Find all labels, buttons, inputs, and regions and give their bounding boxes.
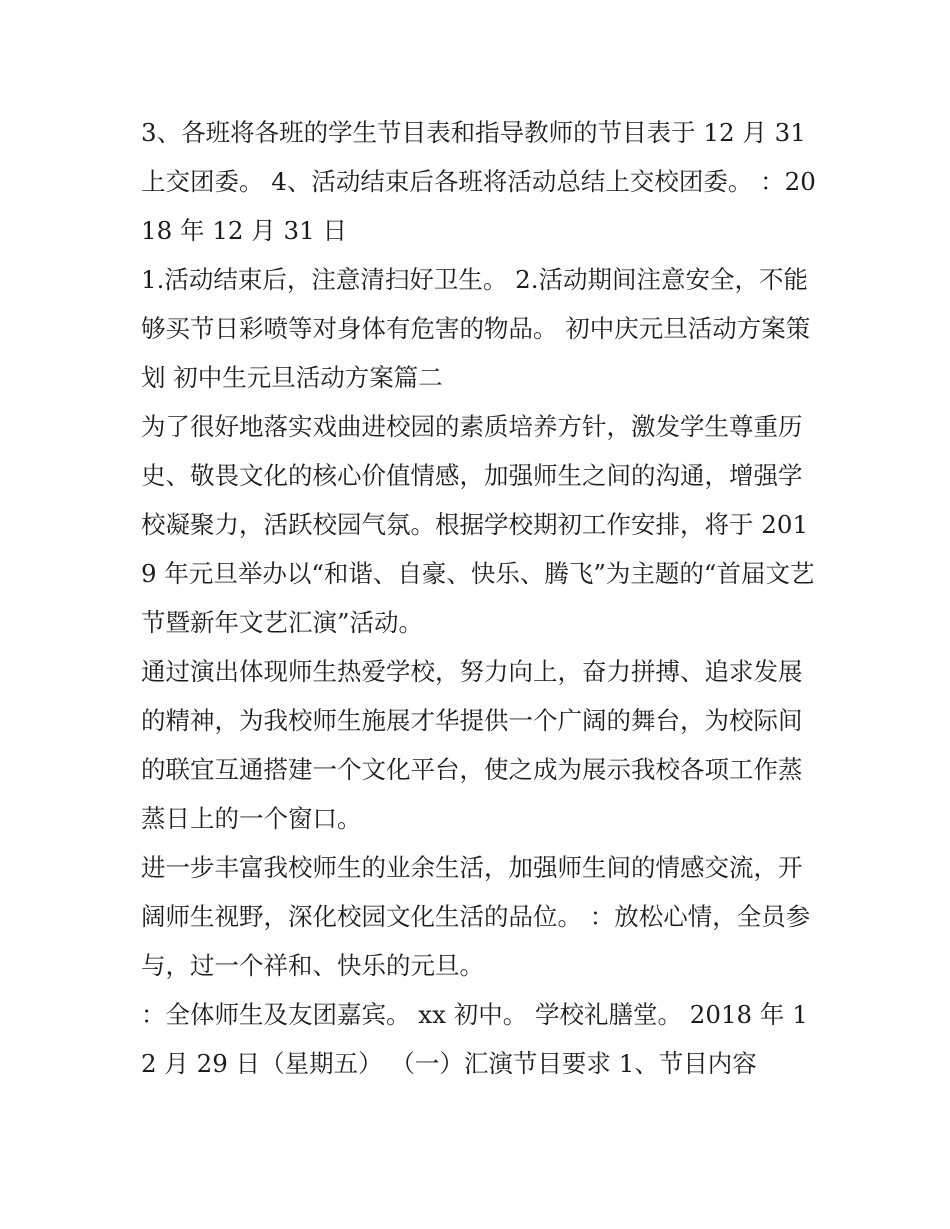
paragraph-significance: 通过演出体现师生热爱学校，努力向上，奋力拼搏、追求发展的精神，为我校师生施展才华提供一个广阔的舞台，为校际间的联宜互通搭建一个文化平台，使之成为展示我校各项工作蒸蒸日上的一个窗口。 [141, 657, 803, 833]
paragraph-notes: 1.活动结束后，注意清扫好卫生。 2.活动期间注意安全，不能够买节日彩喷等对身体有危害的物品。 初中庆元旦活动方案策划 初中生元旦活动方案篇二 [141, 265, 811, 392]
document-body [141, 108, 821, 1088]
paragraph-participants: ：全体师生及友团嘉宾。 xx 初中。 学校礼膳堂。 2018 年 12 月 29 日（星期五） （一）汇演节目要求 1、节目内容 [141, 1000, 808, 1078]
paragraph-purpose: 为了很好地落实戏曲进校园的素质培养方针，激发学生尊重历史、敬畏文化的核心价值情感，加强师生之间的沟通，增强学校凝聚力，活跃校园气氛。根据学校期初工作安排，将于 2019 年元旦举办以“和谐、自豪、快乐、腾飞”为主题的“首届文艺节暨新年文艺汇演”活动。 [141, 412, 815, 637]
paragraph-goals: 进一步丰富我校师生的业余生活，加强师生间的情感交流，开阔师生视野，深化校园文化生活的品位。 ：放松心情，全员参与，过一个祥和、快乐的元旦。 [141, 853, 811, 980]
paragraph-class-submission: 3、各班将各班的学生节目表和指导教师的节目表于 12 月 31 上交团委。 4、活动结束后各班将活动总结上交校团委。 ：2018 年 12 月 31 日 [141, 118, 816, 245]
